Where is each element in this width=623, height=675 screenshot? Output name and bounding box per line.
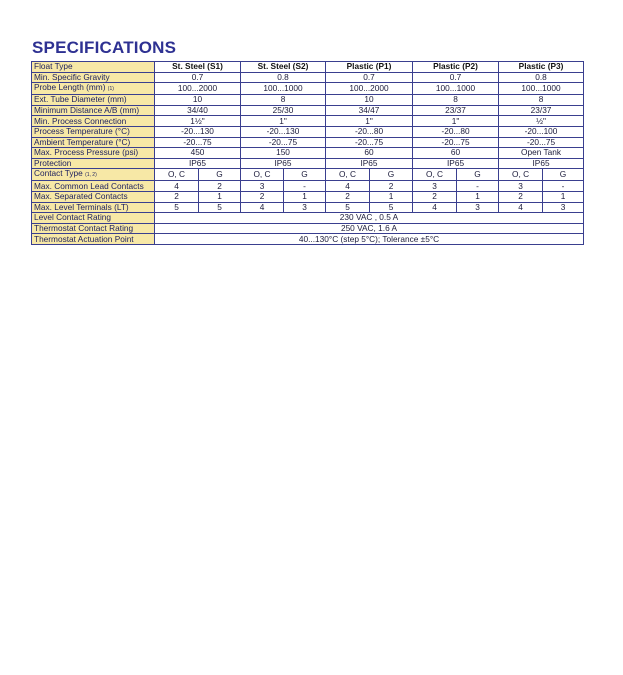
- table-cell: IP65: [326, 158, 413, 169]
- table-row: [32, 95, 584, 106]
- table-cell: 10: [155, 95, 241, 106]
- row-label-text: Max. Separated Contacts: [34, 191, 128, 202]
- table-cell: 2: [199, 181, 241, 192]
- table-cell: 450: [155, 148, 241, 159]
- table-cell: O, C: [499, 169, 543, 181]
- table-cell: -: [284, 181, 326, 192]
- row-label: [32, 116, 155, 127]
- table-cell: 250 VAC, 1.6 A: [155, 223, 584, 234]
- row-label: [32, 95, 155, 106]
- table-cell: IP65: [413, 158, 499, 169]
- column-header: St. Steel (S1): [155, 62, 241, 73]
- column-header: Plastic (P2): [413, 62, 499, 73]
- table-cell: 3: [457, 202, 499, 213]
- table-cell: 3: [284, 202, 326, 213]
- table-cell: 10: [326, 95, 413, 106]
- row-label: [32, 158, 155, 169]
- table-cell: 2: [241, 191, 284, 202]
- table-cell: 5: [199, 202, 241, 213]
- row-label: [32, 191, 155, 202]
- table-cell: 100...2000: [155, 83, 241, 95]
- row-label: [32, 72, 155, 83]
- row-label-text: Max. Common Lead Contacts: [34, 180, 144, 191]
- row-label-text: Thermostat Actuation Point: [34, 233, 134, 244]
- row-label-text: Contact Type: [34, 168, 83, 179]
- table-row: [32, 137, 584, 148]
- table-cell: 1": [241, 116, 326, 127]
- table-cell: 5: [326, 202, 370, 213]
- contact-row: [32, 181, 584, 192]
- rating-row: [32, 213, 584, 224]
- row-label-text: Protection: [34, 158, 72, 169]
- row-label-note: (1): [107, 86, 114, 93]
- row-label-note: (1, 2): [85, 172, 97, 179]
- table-cell: 100...1000: [499, 83, 584, 95]
- table-cell: G: [370, 169, 413, 181]
- rating-row: [32, 223, 584, 234]
- row-label: [32, 83, 155, 95]
- table-cell: Open Tank: [499, 148, 584, 159]
- row-label-text: Minimum Distance A/B (mm): [34, 105, 140, 116]
- table-cell: 0.8: [499, 72, 584, 83]
- table-cell: 4: [326, 181, 370, 192]
- table-cell: IP65: [241, 158, 326, 169]
- table-cell: 34/47: [326, 105, 413, 116]
- table-cell: G: [199, 169, 241, 181]
- row-label: [32, 126, 155, 137]
- table-cell: 2: [326, 191, 370, 202]
- table-cell: 1: [284, 191, 326, 202]
- table-cell: 100...1000: [241, 83, 326, 95]
- row-label: [32, 105, 155, 116]
- table-cell: 8: [241, 95, 326, 106]
- column-header: Plastic (P3): [499, 62, 584, 73]
- table-cell: 0.8: [241, 72, 326, 83]
- table-cell: 8: [413, 95, 499, 106]
- table-cell: -20...80: [326, 126, 413, 137]
- table-cell: 1": [326, 116, 413, 127]
- header-row: [32, 62, 584, 73]
- table-cell: 100...1000: [413, 83, 499, 95]
- table-cell: 0.7: [413, 72, 499, 83]
- table-cell: 34/40: [155, 105, 241, 116]
- table-cell: 1: [199, 191, 241, 202]
- column-header: Plastic (P1): [326, 62, 413, 73]
- table-cell: IP65: [155, 158, 241, 169]
- row-label-text: Level Contact Rating: [34, 212, 112, 223]
- table-cell: -20...75: [241, 137, 326, 148]
- table-cell: 60: [326, 148, 413, 159]
- table-cell: O, C: [155, 169, 199, 181]
- table-cell: 4: [155, 181, 199, 192]
- row-label-text: Max. Process Pressure (psi): [34, 147, 139, 158]
- table-cell: O, C: [413, 169, 457, 181]
- row-label: [32, 148, 155, 159]
- table-cell: 1: [543, 191, 584, 202]
- table-cell: -20...100: [499, 126, 584, 137]
- table-cell: 4: [413, 202, 457, 213]
- table-cell: 25/30: [241, 105, 326, 116]
- table-cell: 1": [413, 116, 499, 127]
- row-label-text: Max. Level Terminals (LT): [34, 202, 129, 212]
- table-row: [32, 83, 584, 95]
- table-cell: 1: [370, 191, 413, 202]
- header-label: Float Type: [32, 62, 155, 73]
- row-label: [32, 234, 155, 245]
- table-cell: G: [543, 169, 584, 181]
- table-cell: 4: [499, 202, 543, 213]
- table-cell: -: [457, 181, 499, 192]
- table-cell: -20...80: [413, 126, 499, 137]
- row-label-text: Min. Process Connection: [34, 115, 127, 126]
- table-cell: G: [284, 169, 326, 181]
- table-cell: -20...130: [155, 126, 241, 137]
- table-cell: 3: [499, 181, 543, 192]
- row-label-text: Ambient Temperature (°C): [34, 137, 131, 147]
- contact-row: [32, 191, 584, 202]
- row-label: [32, 202, 155, 213]
- row-label: [32, 181, 155, 192]
- row-label-text: Min. Specific Gravity: [34, 72, 110, 82]
- table-cell: ½": [499, 116, 584, 127]
- table-cell: -20...75: [155, 137, 241, 148]
- row-label: [32, 223, 155, 234]
- table-row: [32, 72, 584, 83]
- table-cell: 3: [413, 181, 457, 192]
- table-cell: 5: [370, 202, 413, 213]
- row-label-text: Thermostat Contact Rating: [34, 223, 134, 234]
- table-cell: -20...130: [241, 126, 326, 137]
- table-cell: 0.7: [155, 72, 241, 83]
- row-label-text: Probe Length (mm): [34, 82, 106, 93]
- table-cell: -20...75: [413, 137, 499, 148]
- row-label-text: Ext. Tube Diameter (mm): [34, 94, 127, 105]
- table-cell: 230 VAC , 0.5 A: [155, 213, 584, 224]
- table-cell: 2: [155, 191, 199, 202]
- contact-row: [32, 169, 584, 181]
- table-cell: 2: [370, 181, 413, 192]
- table-cell: 8: [499, 95, 584, 106]
- table-cell: 3: [543, 202, 584, 213]
- table-cell: 150: [241, 148, 326, 159]
- table-cell: 0.7: [326, 72, 413, 83]
- table-cell: 2: [499, 191, 543, 202]
- row-label: [32, 213, 155, 224]
- column-header: St. Steel (S2): [241, 62, 326, 73]
- table-cell: 1½": [155, 116, 241, 127]
- page-title: SPECIFICATIONS: [32, 38, 177, 57]
- specifications-table: [31, 61, 584, 245]
- table-cell: -: [543, 181, 584, 192]
- table-row: [32, 105, 584, 116]
- table-cell: G: [457, 169, 499, 181]
- table-cell: O, C: [326, 169, 370, 181]
- row-label: [32, 137, 155, 148]
- table-row: [32, 158, 584, 169]
- table-cell: 3: [241, 181, 284, 192]
- table-cell: 60: [413, 148, 499, 159]
- table-cell: O, C: [241, 169, 284, 181]
- table-cell: 4: [241, 202, 284, 213]
- table-cell: IP65: [499, 158, 584, 169]
- rating-row: [32, 234, 584, 245]
- table-cell: 23/37: [499, 105, 584, 116]
- table-cell: -20...75: [326, 137, 413, 148]
- table-cell: -20...75: [499, 137, 584, 148]
- table-cell: 23/37: [413, 105, 499, 116]
- table-cell: 2: [413, 191, 457, 202]
- row-label: [32, 169, 155, 181]
- table-row: [32, 126, 584, 137]
- table-cell: 5: [155, 202, 199, 213]
- table-cell: 40...130°C (step 5°C); Tolerance ±5°C: [155, 234, 584, 245]
- row-label-text: Process Temperature (°C): [34, 126, 130, 137]
- table-cell: 100...2000: [326, 83, 413, 95]
- table-cell: 1: [457, 191, 499, 202]
- contact-row: [32, 202, 584, 213]
- table-row: [32, 148, 584, 159]
- table-row: [32, 116, 584, 127]
